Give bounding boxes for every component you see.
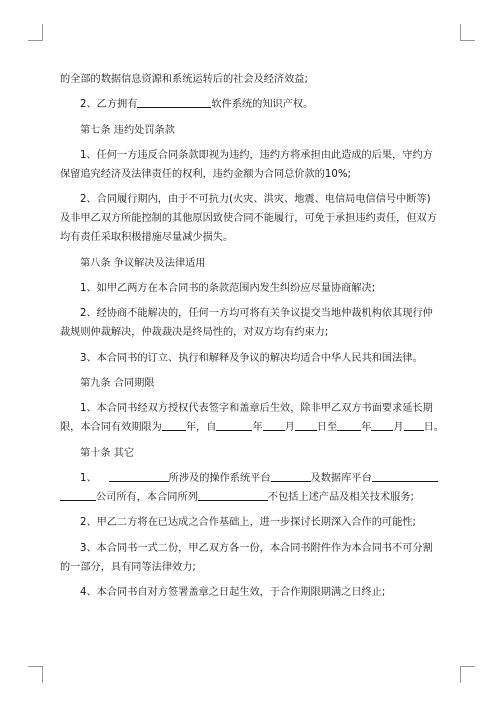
- paragraph-line: 1、本合同书经双方授权代表签字和盖章后生效，除非甲乙双方书面要求延长期: [80, 403, 433, 415]
- document-page: [60, 70, 444, 602]
- blank-field: [162, 419, 186, 431]
- paragraph-line: 1、任何一方违反合同条款即视为违约，违约方将承担由此造成的后果，守约方: [80, 149, 433, 161]
- blank-field: [198, 489, 268, 501]
- blank-field: [295, 419, 317, 431]
- paragraph-line: 裁规则仲裁解决，仲裁裁决是终局性的，对双方均有约束力;: [60, 327, 329, 339]
- paragraph-line: 4、本合同书自对方签署盖章之日起生效，于合作期限期满之日终止;: [80, 586, 386, 598]
- paragraph-line: 1、如甲乙两方在本合同书的条款范围内发生纠纷应尽量协商解决;: [80, 282, 376, 294]
- section-heading: 第九条 合同期限: [80, 377, 155, 389]
- blank-field: [137, 96, 211, 108]
- blank-field: [216, 419, 252, 431]
- blank-field: [371, 419, 393, 431]
- paragraph-line: 均有责任采取积极措施尽量减少损失。: [60, 232, 234, 244]
- crop-mark-bottom-left: [28, 666, 43, 683]
- paragraph-line: 的全部的数据信息资源和系统运转后的社会及经济效益;: [60, 74, 308, 85]
- blank-field: [372, 470, 438, 482]
- blank-field: [337, 419, 361, 431]
- paragraph-line: 3、本合同书一式二份，甲乙双方各一份，本合同书附件作为本合同书不可分割: [80, 542, 433, 554]
- paragraph-line: 2、合同履行期内，由于不可抗力(火灾、洪灾、地震、电信局电信信号中断等): [80, 194, 431, 206]
- blank-field: [271, 470, 311, 482]
- paragraph-line: 2、经协商不能解决的，任何一方均可将有关争议提交当地仲裁机构依其现行仲: [80, 308, 433, 320]
- blank-field: [109, 470, 169, 482]
- crop-mark-top-right: [460, 24, 475, 41]
- section-heading: 第七条 违约处罚条款: [80, 124, 175, 136]
- section-heading: 第十条 其它: [80, 447, 135, 459]
- crop-mark-top-left: [28, 24, 43, 41]
- paragraph-line: 1、 所涉及的操作系统平台 及数据库平台: [60, 469, 440, 488]
- paragraph-line: 2、甲乙二方将在已达成之合作基础上，进一步探讨长期深入合作的可能性;: [80, 517, 416, 529]
- paragraph-line: 及非甲乙双方所能控制的其他原因致使合同不能履行，可免于承担违约责任，但双方: [60, 213, 437, 225]
- blank-field: [263, 419, 285, 431]
- blank-field: [60, 489, 96, 501]
- crop-mark-bottom-right: [460, 666, 475, 683]
- paragraph-line: 3、本合同书的订立、执行和解释及争议的解决均适合中华人民共和国法律。: [80, 352, 423, 364]
- paragraph-line: 2、乙方拥有 软件系统的知识产权。: [60, 95, 440, 114]
- blank-field: [404, 419, 424, 431]
- section-heading: 第八条 争议解决及法律适用: [80, 257, 206, 269]
- paragraph-line: 限，本合同有效期限为 年，自 年 月 日至 年 月 日。: [60, 418, 440, 437]
- paragraph-line: 的一部分，具有同等法律效力;: [60, 561, 196, 573]
- paragraph-line: 保留追究经济及法律责任的权利，违约金额为合同总价款的10%;: [60, 168, 351, 180]
- paragraph-line: 公司所有，本合同所列 不包括上述产品及相关技术服务;: [60, 488, 440, 507]
